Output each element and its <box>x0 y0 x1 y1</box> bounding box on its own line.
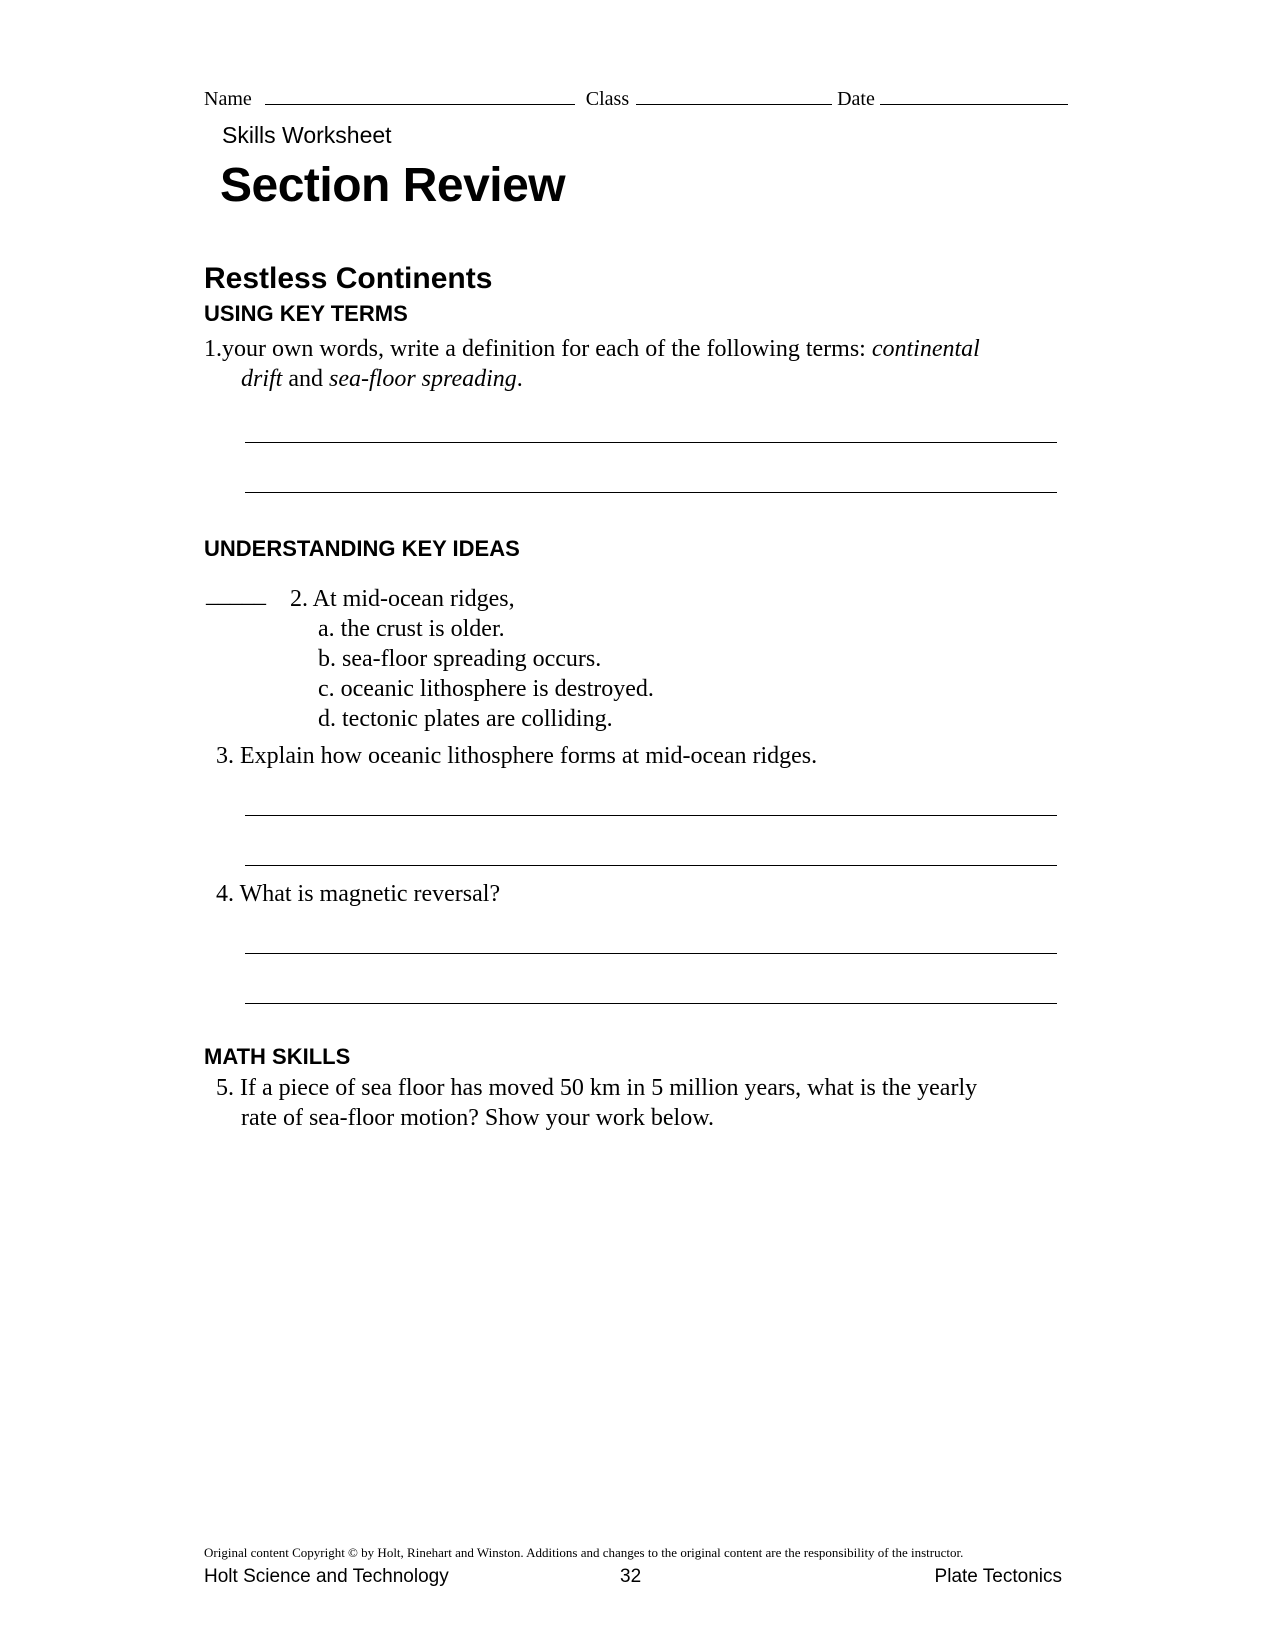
question-5-line-1: 5. If a piece of sea floor has moved 50 km in 5 million years, what is the yearly <box>216 1075 978 1101</box>
using-key-terms-heading: USING KEY TERMS <box>204 301 408 326</box>
option-a <box>318 614 505 644</box>
option-text: oceanic lithosphere is destroyed. <box>340 676 654 702</box>
section-title: Restless Continents <box>204 262 493 295</box>
term-continental-drift-part1: continental <box>871 336 980 362</box>
class-blank[interactable] <box>636 86 832 105</box>
page-title: Section Review <box>220 159 566 212</box>
name-label: Name <box>204 88 252 110</box>
option-letter: b. <box>318 646 336 672</box>
option-d <box>318 704 613 734</box>
question-1-period: . <box>516 366 523 392</box>
option-letter: c. <box>318 676 335 702</box>
header-fields <box>204 86 1068 111</box>
question-1-number: 1. <box>204 336 222 362</box>
copyright-notice: Original content Copyright © by Holt, Rinehart and Winston. Additions and changes to the original content are the responsibility of the instructor. <box>204 1545 964 1560</box>
question-1-line-2 <box>241 364 523 394</box>
class-label: Class <box>585 88 630 110</box>
understanding-key-ideas-heading: UNDERSTANDING KEY IDEAS <box>204 536 520 561</box>
answer-line-q3-1[interactable] <box>245 815 1057 816</box>
page-number: 32 <box>620 1566 642 1587</box>
question-3: 3. Explain how oceanic lithosphere forms at mid-ocean ridges. <box>216 743 818 769</box>
question-4: 4. What is magnetic reversal? <box>216 881 501 907</box>
question-1-connector: and <box>282 366 329 392</box>
question-2-stem: 2. At mid-ocean ridges, <box>290 586 515 612</box>
answer-line-q3-2[interactable] <box>245 865 1057 866</box>
option-b <box>318 644 601 674</box>
answer-line-q4-1[interactable] <box>245 953 1057 954</box>
answer-line-q1-1[interactable] <box>245 442 1057 443</box>
publisher-name: Holt Science and Technology <box>204 1566 449 1587</box>
date-blank[interactable] <box>880 86 1068 105</box>
option-c <box>318 674 654 704</box>
question-1-text: your own words, write a definition for each of the following terms: <box>222 336 872 362</box>
date-label: Date <box>837 88 875 110</box>
term-sea-floor-spreading: sea-floor spreading <box>329 366 517 392</box>
option-letter: a. <box>318 616 335 642</box>
answer-line-q1-2[interactable] <box>245 492 1057 493</box>
chapter-name: Plate Tectonics <box>934 1566 1062 1587</box>
worksheet-type: Skills Worksheet <box>222 122 392 148</box>
question-1-line-1 <box>204 334 980 364</box>
option-letter: d. <box>318 706 336 732</box>
question-2-answer-blank[interactable]: _____ <box>206 582 266 608</box>
answer-line-q4-2[interactable] <box>245 1003 1057 1004</box>
option-text: the crust is older. <box>340 616 505 642</box>
option-text: sea-floor spreading occurs. <box>342 646 602 672</box>
option-text: tectonic plates are colliding. <box>342 706 613 732</box>
math-skills-heading: MATH SKILLS <box>204 1044 351 1069</box>
term-continental-drift-part2: drift <box>241 366 283 392</box>
question-5-line-2: rate of sea-floor motion? Show your work below. <box>241 1105 714 1131</box>
name-blank[interactable] <box>265 86 575 105</box>
